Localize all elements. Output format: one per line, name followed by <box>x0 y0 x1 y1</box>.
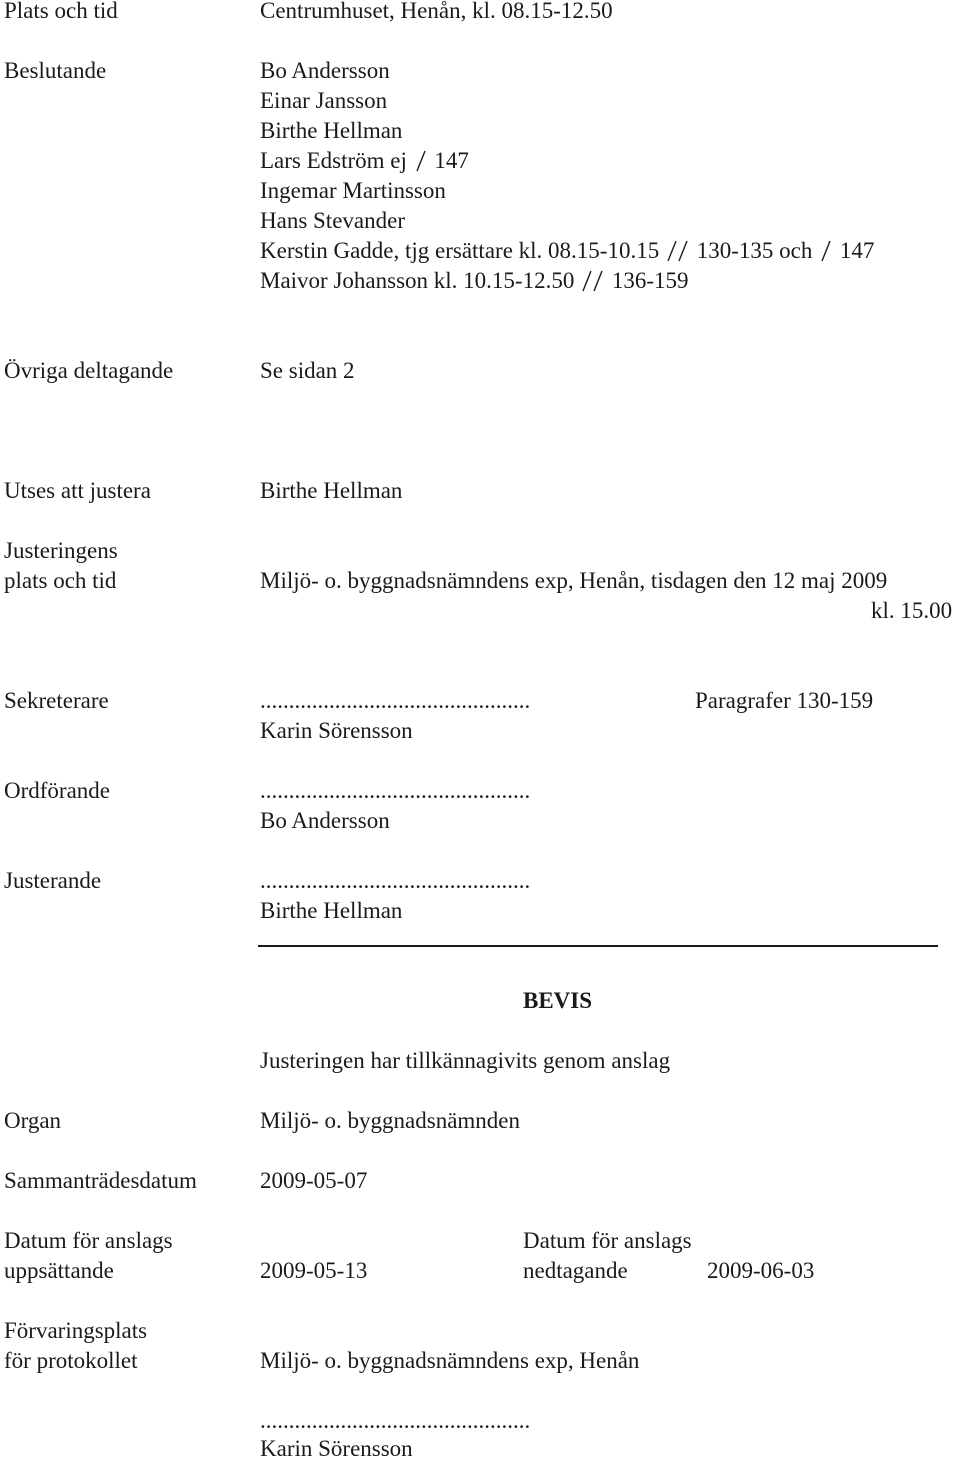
bevis-signature-name: Karin Sörensson <box>260 1436 413 1461</box>
plats-value: Centrumhuset, Henån, kl. 08.15-12.50 <box>260 0 613 23</box>
divider <box>258 945 938 947</box>
justeringens-label-1: Justeringens <box>4 538 118 563</box>
ordforande-name: Bo Andersson <box>260 808 390 833</box>
paragrafer: Paragrafer 130-159 <box>695 688 874 713</box>
nedtagande-label-1: Datum för anslags <box>523 1228 692 1253</box>
forvaring-label-2: för protokollet <box>4 1348 138 1373</box>
member-1: Bo Andersson <box>260 58 390 83</box>
member-8-row <box>260 266 689 296</box>
sekreterare-name: Karin Sörensson <box>260 718 413 743</box>
member-2: Einar Jansson <box>260 88 388 113</box>
double-section-sign-icon <box>580 270 606 292</box>
justerande-name: Birthe Hellman <box>260 898 403 923</box>
member-7-paras: 130-135 och <box>696 238 813 263</box>
member-5: Ingemar Martinsson <box>260 178 446 203</box>
member-3: Birthe Hellman <box>260 118 403 143</box>
justeringens-label-2: plats och tid <box>4 568 117 593</box>
uppsattande-value: 2009-05-13 <box>260 1258 368 1283</box>
ordforande-signature-line: ............................................... <box>260 778 531 803</box>
justeringens-value-2: kl. 15.00 <box>871 598 953 623</box>
ovriga-value: Se sidan 2 <box>260 358 355 383</box>
member-4: Lars Edström ej <box>260 148 407 173</box>
justerande-signature-line: ............................................... <box>260 868 531 893</box>
sekreterare-label: Sekreterare <box>4 688 109 713</box>
double-section-sign-icon <box>665 240 691 262</box>
utses-value: Birthe Hellman <box>260 478 403 503</box>
section-sign-icon <box>413 150 429 172</box>
beslutande-label: Beslutande <box>4 58 107 83</box>
organ-label: Organ <box>4 1108 62 1133</box>
nedtagande-label-2: nedtagande <box>523 1258 628 1283</box>
justerande-label: Justerande <box>4 868 102 893</box>
member-8: Maivor Johansson kl. 10.15-12.50 <box>260 268 575 293</box>
sammantrade-value: 2009-05-07 <box>260 1168 368 1193</box>
member-8-paras: 136-159 <box>611 268 689 293</box>
plats-label: Plats och tid <box>4 0 118 23</box>
bevis-signature-line: ............................................... <box>260 1408 531 1433</box>
member-7-row <box>260 236 874 266</box>
sekreterare-signature-line: ............................................... <box>260 688 531 713</box>
bevis-title: BEVIS <box>523 988 593 1013</box>
sammantrade-label: Sammanträdesdatum <box>4 1168 197 1193</box>
uppsattande-label-2: uppsättande <box>4 1258 114 1283</box>
member-4-row <box>260 146 469 176</box>
forvaring-value: Miljö- o. byggnadsnämndens exp, Henån <box>260 1348 640 1373</box>
ovriga-label: Övriga deltagande <box>4 358 174 383</box>
member-7-para2: 147 <box>839 238 875 263</box>
organ-value: Miljö- o. byggnadsnämnden <box>260 1108 520 1133</box>
nedtagande-value: 2009-06-03 <box>707 1258 815 1283</box>
uppsattande-label-1: Datum för anslags <box>4 1228 173 1253</box>
forvaring-label-1: Förvaringsplats <box>4 1318 148 1343</box>
member-7: Kerstin Gadde, tjg ersättare kl. 08.15-10.15 <box>260 238 660 263</box>
ordforande-label: Ordförande <box>4 778 111 803</box>
utses-label: Utses att justera <box>4 478 151 503</box>
member-4-para: 147 <box>434 148 469 173</box>
section-sign-icon <box>818 240 834 262</box>
bevis-subtitle: Justeringen har tillkännagivits genom anslag <box>260 1048 671 1073</box>
member-6: Hans Stevander <box>260 208 405 233</box>
justeringens-value-1: Miljö- o. byggnadsnämndens exp, Henån, tisdagen den 12 maj 2009 <box>260 568 888 593</box>
